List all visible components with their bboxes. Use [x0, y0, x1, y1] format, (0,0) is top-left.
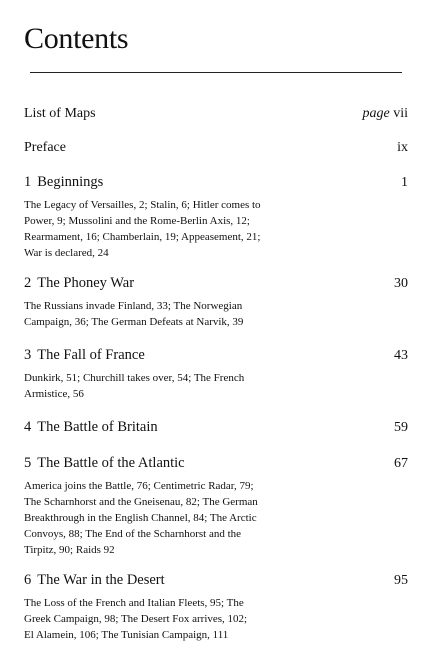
- subentry-line: America joins the Battle, 76; Centimetric Radar, 79;: [24, 480, 254, 492]
- chapter-title: Beginnings: [37, 174, 104, 190]
- chapter-heading: [24, 455, 185, 472]
- chapter-heading: [24, 174, 103, 191]
- chapter-subentries: [24, 370, 324, 402]
- subentry-line: The Russians invade Finland, 33; The Norwegian: [24, 300, 243, 312]
- subentry-line: The Loss of the French and Italian Fleets, 95; The: [24, 597, 244, 609]
- subentry-line: El Alamein, 106; The Tunisian Campaign, 111: [24, 629, 229, 641]
- subentry-line: The Scharnhorst and the Gneisenau, 82; The German: [24, 496, 258, 508]
- page-number: ix: [397, 140, 408, 155]
- chapter-title: The Phoney War: [37, 275, 135, 291]
- subentry-line: Dunkirk, 51; Churchill takes over, 54; The French: [24, 372, 245, 384]
- entry-page: [363, 106, 409, 122]
- subentry-line: The Legacy of Versailles, 2; Stalin, 6; Hitler comes to: [24, 199, 261, 211]
- chapter-number: 4: [24, 419, 32, 435]
- subentry-line: Armistice, 56: [24, 388, 84, 400]
- chapter-heading: [24, 419, 158, 436]
- toc-entry-list-of-maps[interactable]: [24, 106, 408, 122]
- chapter-subentries: [24, 197, 324, 261]
- chapter-title: The Battle of Britain: [37, 419, 158, 435]
- subentry-line: Greek Campaign, 98; The Desert Fox arrives, 102;: [24, 613, 248, 625]
- subentry-line: Campaign, 36; The German Defeats at Narvik, 39: [24, 316, 244, 328]
- page-number: 43: [394, 348, 408, 363]
- toc-chapter-6[interactable]: [24, 572, 408, 643]
- chapter-title: The Fall of France: [37, 347, 145, 363]
- entry-title: Preface: [24, 140, 66, 155]
- page-number: 1: [401, 175, 408, 190]
- title-rule: [30, 72, 402, 73]
- subentry-line: War is declared, 24: [24, 247, 109, 259]
- chapter-title: The Battle of the Atlantic: [37, 455, 185, 471]
- page-number: 95: [394, 573, 408, 588]
- subentry-line: Rearmament, 16; Chamberlain, 19; Appeasement, 21;: [24, 231, 261, 243]
- page-number: 67: [394, 456, 408, 471]
- chapter-subentries: [24, 595, 324, 643]
- page-number: vii: [393, 106, 408, 121]
- chapter-subentries: [24, 478, 324, 558]
- page-number: 59: [394, 420, 408, 435]
- page-prefix: page: [362, 106, 390, 121]
- chapter-number: 6: [24, 572, 32, 588]
- chapter-number: 3: [24, 347, 32, 363]
- toc-chapter-1[interactable]: [24, 174, 408, 261]
- entry-title: List of Maps: [24, 106, 96, 121]
- page-title: Contents: [24, 22, 129, 55]
- subentry-line: Convoys, 88; The End of the Scharnhorst and the: [24, 528, 242, 540]
- chapter-heading: [24, 275, 134, 292]
- page-number: 30: [394, 276, 408, 291]
- toc-chapter-3[interactable]: [24, 347, 408, 402]
- chapter-number: 5: [24, 455, 32, 471]
- chapter-subentries: [24, 298, 324, 330]
- toc-chapter-5[interactable]: [24, 455, 408, 558]
- chapter-heading: [24, 347, 145, 364]
- subentry-line: Breakthrough in the English Channel, 84; The Arctic: [24, 512, 257, 524]
- toc-entry-preface[interactable]: [24, 140, 408, 156]
- chapter-title: The War in the Desert: [37, 572, 165, 588]
- chapter-number: 1: [24, 174, 32, 190]
- subentry-line: Power, 9; Mussolini and the Rome-Berlin Axis, 12;: [24, 215, 250, 227]
- chapter-number: 2: [24, 275, 32, 291]
- chapter-heading: [24, 572, 165, 589]
- subentry-line: Tirpitz, 90; Raids 92: [24, 544, 115, 556]
- toc-chapter-2[interactable]: [24, 275, 408, 330]
- toc-chapter-4[interactable]: [24, 419, 408, 436]
